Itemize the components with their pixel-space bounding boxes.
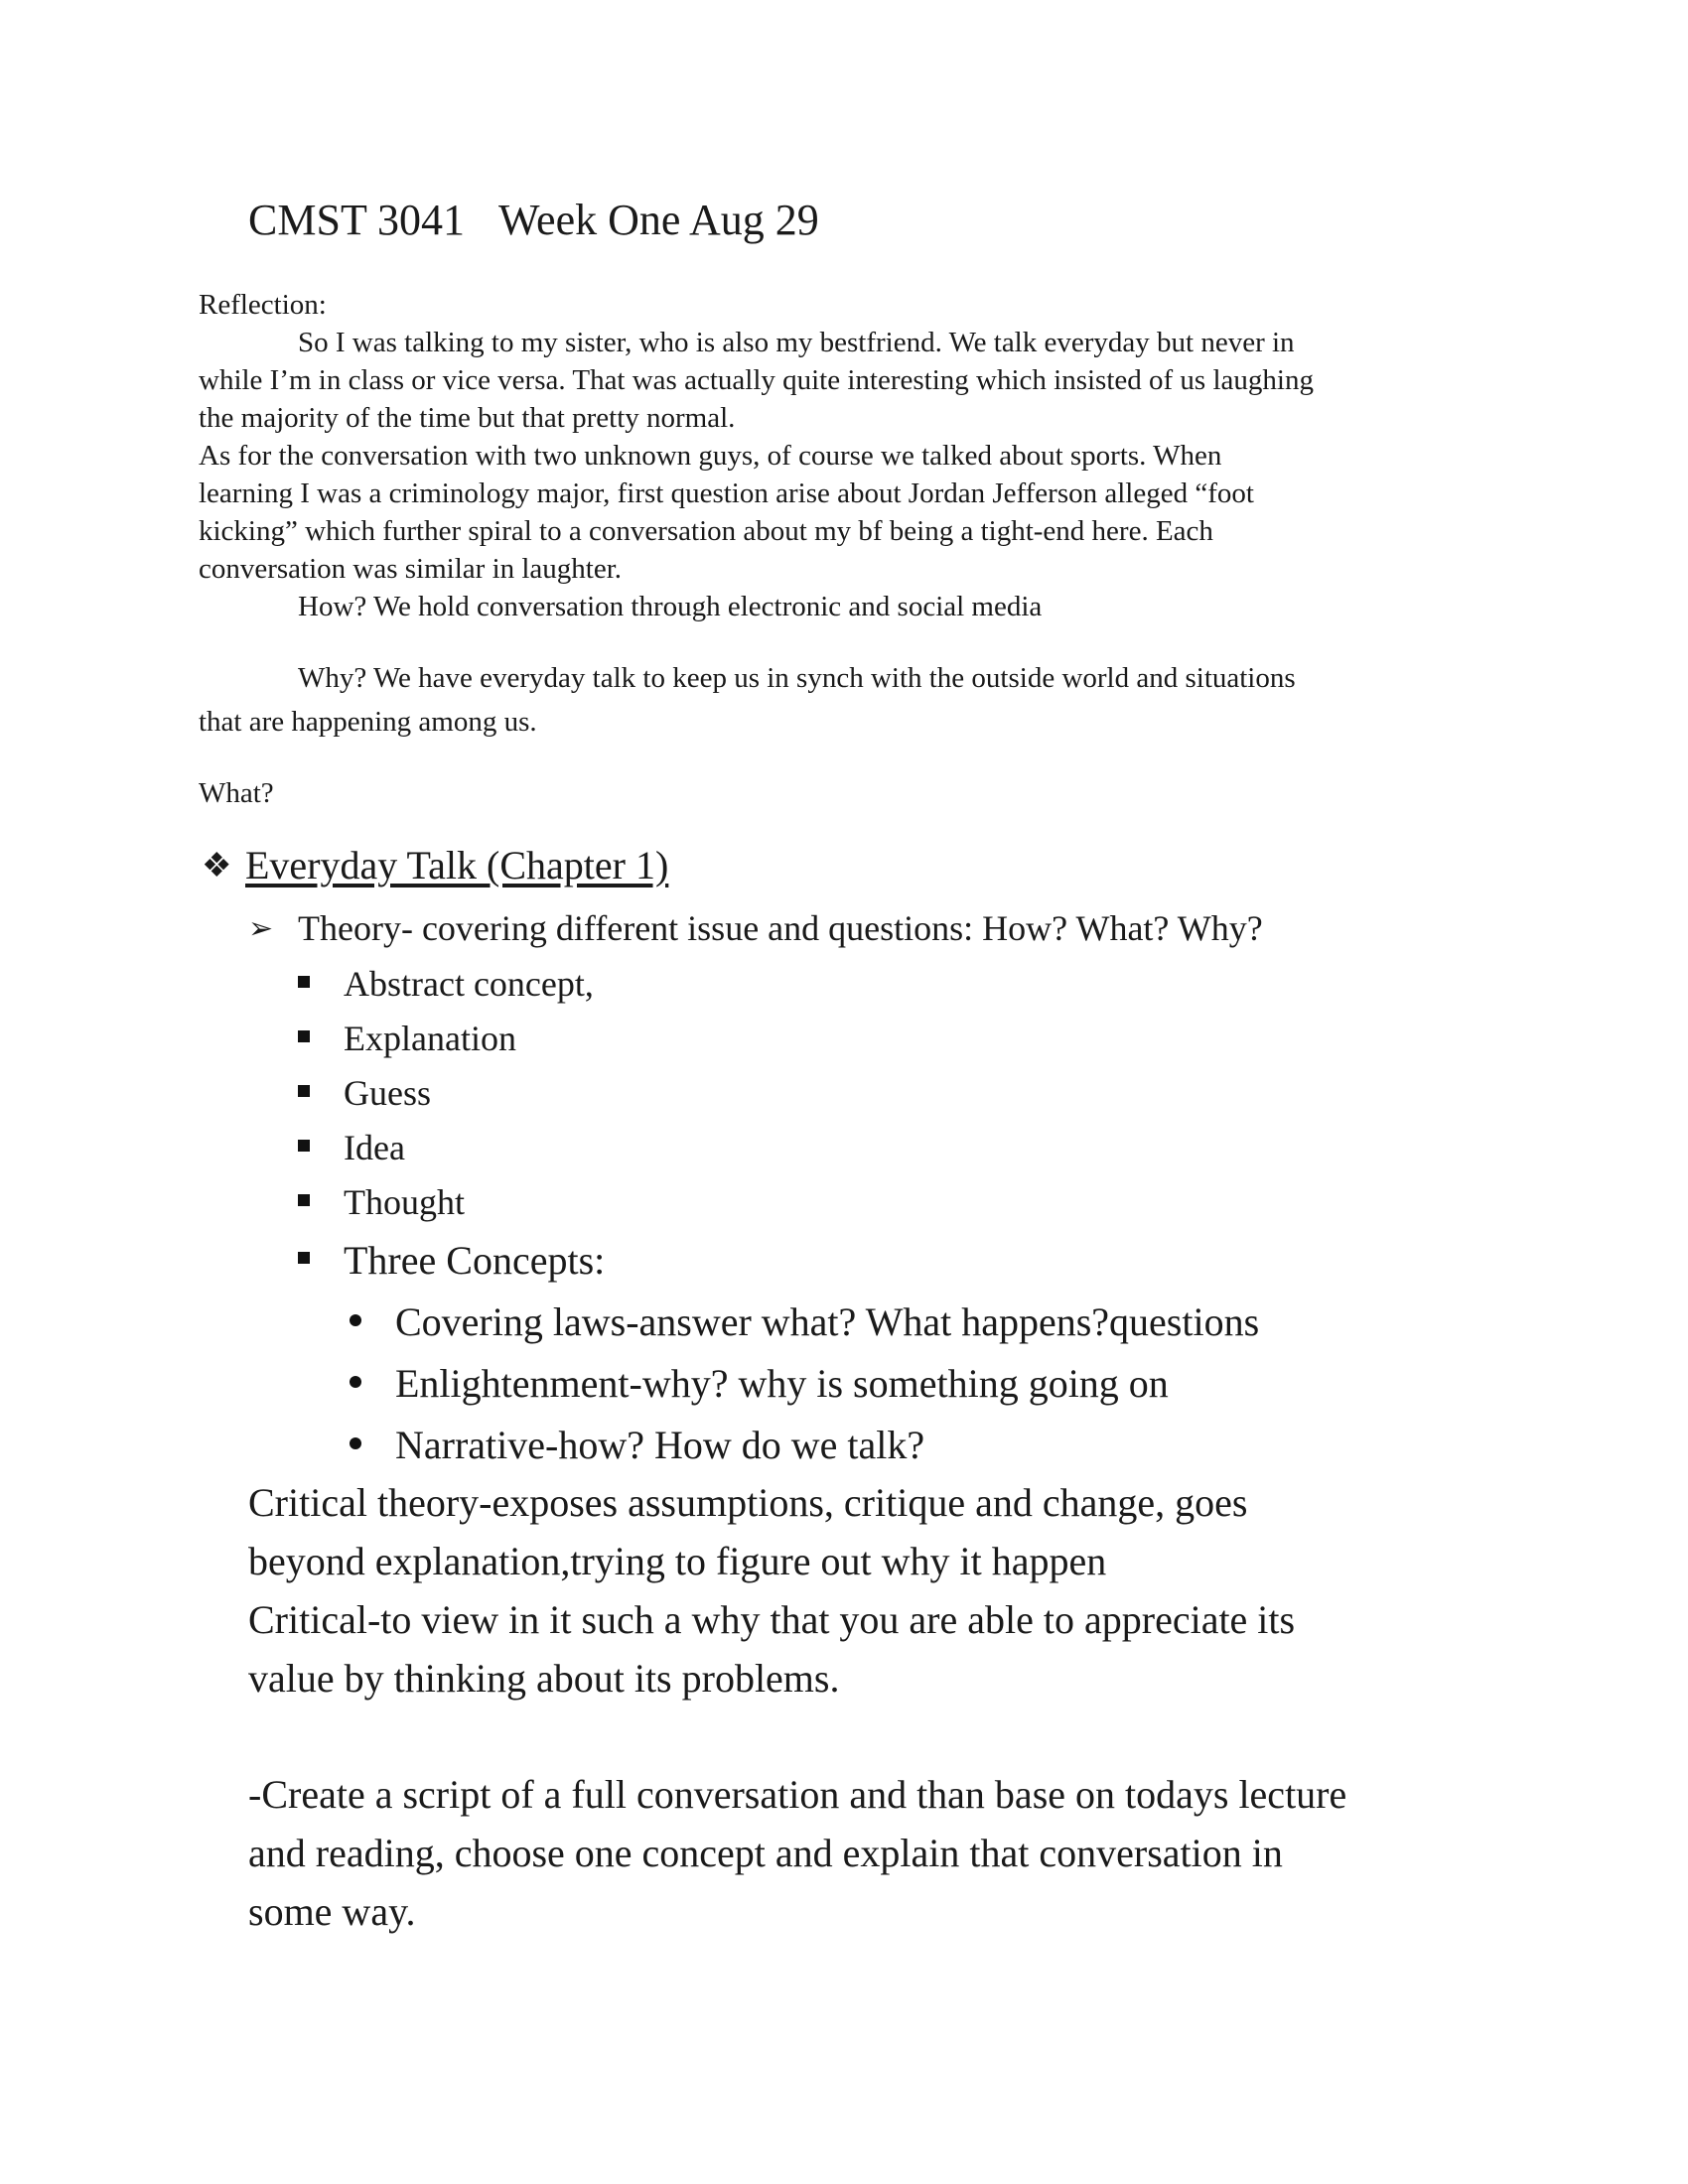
list-item-text: Guess [344, 1073, 431, 1113]
list-item [298, 1237, 605, 1284]
concept-item [350, 1298, 1259, 1345]
reflection-para1-line: the majority of the time but that pretty normal. [199, 402, 736, 434]
list-item-text: Idea [344, 1128, 405, 1167]
notes-heading-text: Everyday Talk (Chapter 1) [245, 843, 669, 887]
session-date: Week One Aug 29 [498, 196, 819, 244]
list-item [298, 1127, 405, 1168]
round-bullet-icon [350, 1314, 361, 1326]
concept-text: Enlightenment-why? why is something going on [395, 1361, 1169, 1406]
critical-line: value by thinking about its problems. [248, 1656, 840, 1701]
list-item [298, 1018, 516, 1059]
reflection-why-line: that are happening among us. [199, 706, 537, 738]
critical-line: Critical theory-exposes assumptions, critique and change, goes [248, 1480, 1248, 1525]
list-item [298, 1072, 431, 1114]
square-bullet-icon [298, 1194, 310, 1206]
round-bullet-icon [350, 1376, 361, 1388]
reflection-how: How? We hold conversation through electronic and social media [298, 591, 1043, 622]
square-bullet-icon [298, 1140, 310, 1152]
theory-text: Theory- covering different issue and questions: How? What? Why? [298, 908, 1263, 948]
list-item [298, 1181, 465, 1223]
critical-line: beyond explanation,trying to figure out why it happen [248, 1539, 1107, 1583]
list-item-text: Three Concepts: [344, 1238, 606, 1283]
list-item [298, 963, 594, 1005]
course-code: CMST 3041 [248, 196, 466, 244]
four-diamond-bullet-icon: ❖ [202, 848, 232, 885]
concept-text: Narrative-how? How do we talk? [395, 1423, 925, 1467]
list-item-text: Abstract concept, [344, 964, 594, 1004]
assignment-line: and reading, choose one concept and explain that conversation in [248, 1831, 1283, 1875]
reflection-para1-line: So I was talking to my sister, who is also my bestfriend. We talk everyday but never in [298, 327, 1295, 358]
square-bullet-icon [298, 1085, 310, 1097]
list-item-text: Explanation [344, 1019, 516, 1058]
square-bullet-icon [298, 1252, 310, 1264]
round-bullet-icon [350, 1437, 361, 1449]
concept-item [350, 1422, 924, 1468]
critical-line: Critical-to view in it such a why that you are able to appreciate its [248, 1597, 1296, 1642]
reflection-para1-line: while I’m in class or vice versa. That was actually quite interesting which insisted of us laughing [199, 364, 1314, 396]
page-title [248, 195, 819, 245]
notes-heading [202, 842, 668, 888]
assignment-line: -Create a script of a full conversation and than base on todays lecture [248, 1772, 1347, 1817]
reflection-para2-line: conversation was similar in laughter. [199, 553, 623, 585]
assignment-line: some way. [248, 1889, 416, 1934]
square-bullet-icon [298, 976, 310, 988]
list-item-text: Thought [344, 1182, 465, 1222]
square-bullet-icon [298, 1030, 310, 1042]
reflection-label: Reflection: [199, 289, 327, 321]
concept-text: Covering laws-answer what? What happens?questions [395, 1299, 1260, 1344]
theory-line [248, 907, 1263, 949]
arrow-bullet-icon: ➢ [248, 912, 274, 945]
reflection-para2-line: kicking” which further spiral to a conversation about my bf being a tight-end here. Each [199, 515, 1213, 547]
reflection-why-line: Why? We have everyday talk to keep us in synch with the outside world and situations [298, 662, 1296, 694]
reflection-para2-line: As for the conversation with two unknown guys, of course we talked about sports. When [199, 440, 1222, 472]
concept-item [350, 1360, 1169, 1407]
reflection-para2-line: learning I was a criminology major, first question arise about Jordan Jefferson alleged “foot [199, 478, 1254, 509]
reflection-what: What? [199, 777, 274, 809]
